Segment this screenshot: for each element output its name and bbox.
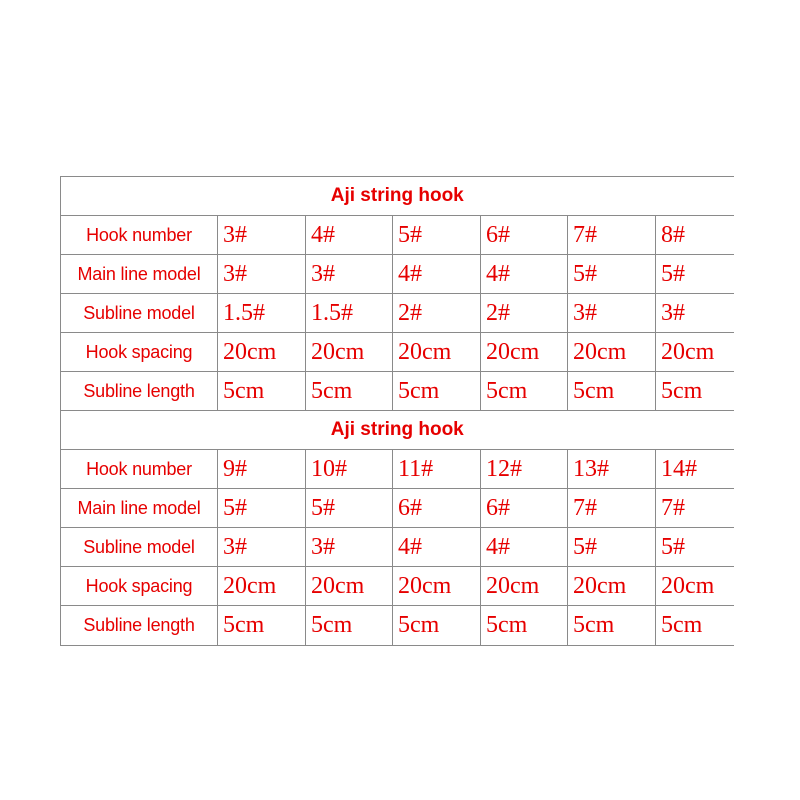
table-cell: 3# [568, 294, 656, 333]
row-label: Hook spacing [61, 567, 218, 606]
row-label: Subline length [61, 372, 218, 411]
table-row [61, 567, 734, 606]
table-cell: 5cm [306, 372, 393, 411]
spec-table [60, 176, 734, 646]
table-cell: 2# [393, 294, 481, 333]
table-cell: 6# [481, 216, 568, 255]
table-cell: 7# [568, 216, 656, 255]
table-cell: 5cm [656, 606, 734, 646]
section-title: Aji string hook [61, 177, 734, 216]
table-cell: 3# [306, 255, 393, 294]
table-cell: 7# [656, 489, 734, 528]
table-row [61, 450, 734, 489]
table-row [61, 255, 734, 294]
table-cell: 3# [306, 528, 393, 567]
table-cell: 4# [481, 255, 568, 294]
table-cell: 5# [656, 528, 734, 567]
table-cell: 6# [481, 489, 568, 528]
table-cell: 3# [656, 294, 734, 333]
table-cell: 2# [481, 294, 568, 333]
table-cell: 6# [393, 489, 481, 528]
table-cell: 5cm [481, 606, 568, 646]
table-cell: 9# [218, 450, 306, 489]
row-label: Subline length [61, 606, 218, 646]
table-cell: 20cm [218, 567, 306, 606]
section-title-row [61, 177, 734, 216]
row-label: Subline model [61, 294, 218, 333]
table-cell: 5# [393, 216, 481, 255]
table-row [61, 216, 734, 255]
table-cell: 14# [656, 450, 734, 489]
table-cell: 5# [218, 489, 306, 528]
table-cell: 8# [656, 216, 734, 255]
table-cell: 4# [393, 255, 481, 294]
table-row [61, 489, 734, 528]
row-label: Subline model [61, 528, 218, 567]
table-cell: 20cm [393, 567, 481, 606]
row-label: Main line model [61, 255, 218, 294]
table-cell: 11# [393, 450, 481, 489]
table-cell: 3# [218, 255, 306, 294]
section-title: Aji string hook [61, 411, 734, 450]
table-cell: 5# [568, 528, 656, 567]
table-cell: 10# [306, 450, 393, 489]
table-row [61, 372, 734, 411]
row-label: Hook number [61, 450, 218, 489]
table-cell: 5# [656, 255, 734, 294]
table-cell: 20cm [218, 333, 306, 372]
table-cell: 12# [481, 450, 568, 489]
row-label: Hook number [61, 216, 218, 255]
table-cell: 20cm [568, 333, 656, 372]
table-cell: 5cm [306, 606, 393, 646]
row-label: Hook spacing [61, 333, 218, 372]
table-cell: 3# [218, 216, 306, 255]
table-cell: 5cm [393, 606, 481, 646]
table-row [61, 294, 734, 333]
table-cell: 5cm [393, 372, 481, 411]
table-cell: 20cm [481, 567, 568, 606]
table-cell: 5cm [568, 606, 656, 646]
table-cell: 20cm [393, 333, 481, 372]
table-cell: 5# [306, 489, 393, 528]
row-label: Main line model [61, 489, 218, 528]
table-cell: 20cm [481, 333, 568, 372]
table-cell: 5cm [218, 606, 306, 646]
table-cell: 5cm [481, 372, 568, 411]
table-cell: 1.5# [306, 294, 393, 333]
table-cell: 5cm [218, 372, 306, 411]
table-cell: 20cm [656, 333, 734, 372]
section-title-row [61, 411, 734, 450]
table-cell: 20cm [306, 333, 393, 372]
table-row [61, 528, 734, 567]
table-cell: 5cm [656, 372, 734, 411]
table-cell: 20cm [656, 567, 734, 606]
table-row [61, 333, 734, 372]
table-cell: 1.5# [218, 294, 306, 333]
table-cell: 20cm [568, 567, 656, 606]
table-cell: 5cm [568, 372, 656, 411]
table-cell: 4# [481, 528, 568, 567]
table-cell: 13# [568, 450, 656, 489]
table-cell: 5# [568, 255, 656, 294]
table-cell: 7# [568, 489, 656, 528]
table-cell: 4# [393, 528, 481, 567]
table-cell: 20cm [306, 567, 393, 606]
table-row [61, 606, 734, 646]
table-cell: 4# [306, 216, 393, 255]
table-cell: 3# [218, 528, 306, 567]
